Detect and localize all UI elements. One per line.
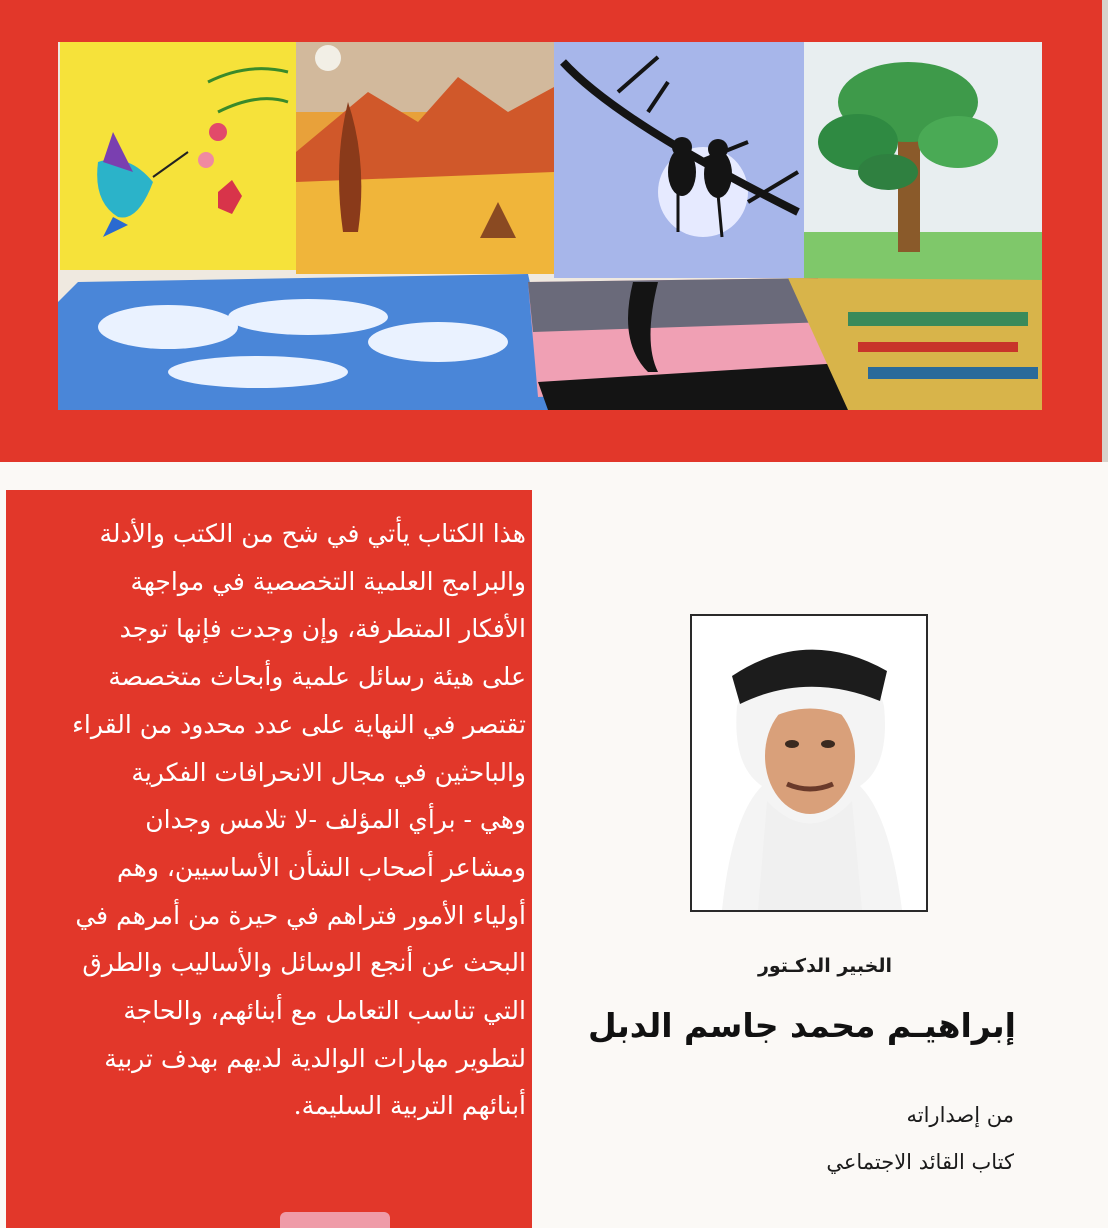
author-name: إبراهيـم محمد جاسم الدبل <box>587 1006 1016 1045</box>
birds-on-branch-painting <box>554 42 804 278</box>
description-line: البحث عن أنجع الوسائل والأساليب والطرق <box>82 948 526 978</box>
pink-sticker <box>280 1212 390 1228</box>
author-portrait <box>690 614 928 912</box>
tree-painting <box>804 42 1042 282</box>
hummingbird-painting <box>60 42 296 270</box>
description-line: ومشاعر أصحاب الشأن الأساسيين، وهم <box>117 852 526 882</box>
description-line: أولياء الأمور فتراهم في حيرة من أمرهم في <box>75 900 526 930</box>
description-line: أبنائهم التربية السليمة. <box>293 1091 526 1121</box>
description-line: والبرامج العلمية التخصصية في مواجهة <box>130 566 526 596</box>
description-line: التي تناسب التعامل مع أبنائهم، والحاجة <box>123 996 526 1026</box>
book-description <box>62 510 526 1130</box>
description-line: وهي - برأي المؤلف -لا تلامس وجدان <box>145 805 526 835</box>
description-line: على هيئة رسائل علمية وأبحاث متخصصة <box>108 662 526 692</box>
description-line: لتطوير مهارات الوالدية لديهم بهدف تربية <box>104 1043 526 1073</box>
description-line: تقتصر في النهاية على عدد محدود من القراء <box>72 709 526 739</box>
clouds-painting <box>58 274 558 410</box>
paintings-photo <box>58 42 1042 410</box>
description-line: الأفكار المتطرفة، وإن وجدت فإنها توجد <box>119 614 526 644</box>
description-line: هذا الكتاب يأتي في شح من الكتب والأدلة <box>99 519 526 548</box>
mountain-painting <box>296 42 554 274</box>
publications-heading: من إصداراته <box>906 1103 1014 1127</box>
author-title: الخبير الدكـتور <box>757 955 892 977</box>
publication-item: كتاب القائد الاجتماعي <box>826 1150 1014 1174</box>
page-edge <box>1102 0 1108 462</box>
description-line: والباحثين في مجال الانحرافات الفكرية <box>131 757 526 787</box>
